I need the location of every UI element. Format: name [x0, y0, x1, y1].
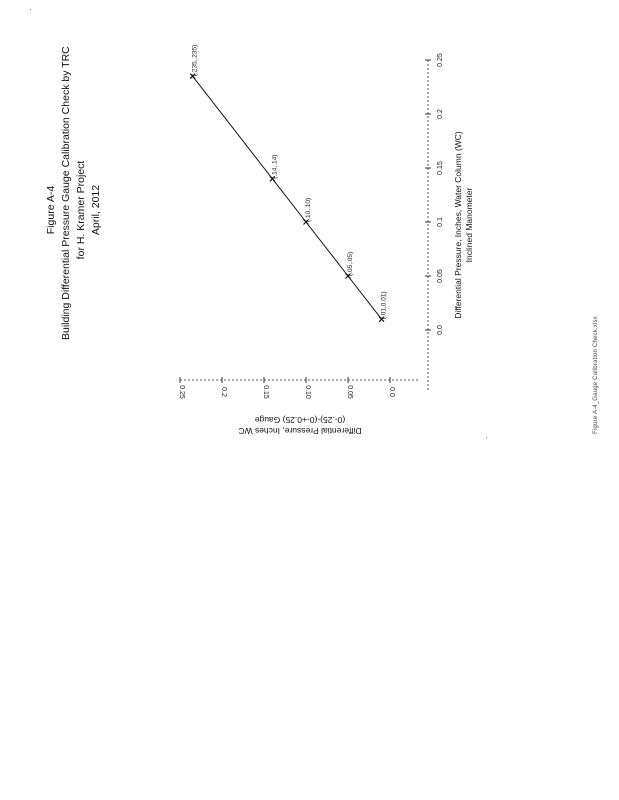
- y-tick-label: 0.2: [220, 387, 227, 397]
- x-tick-label: 0.0: [437, 325, 444, 335]
- y-axis-subtitle: (0-.25)-(0-+0.25) Gauge: [254, 415, 346, 425]
- x-tick-label: 0.25: [437, 53, 444, 67]
- file-footer-note: Figure A-4_Gauge Calibration Check.xlsx: [593, 316, 599, 434]
- data-point-label: (.10,.10): [305, 197, 312, 222]
- x-tick-label: 0.15: [437, 161, 444, 175]
- series-layer: [190, 45, 388, 322]
- figure-date: April, 2012: [90, 184, 102, 236]
- x-tick-label: 0.1: [437, 217, 444, 227]
- y-tick-label: 0.25: [178, 385, 185, 399]
- data-point-label: (.05,.05): [347, 251, 354, 276]
- scan-speck: [30, 9, 31, 10]
- data-point-label: (.235,.235): [191, 44, 199, 77]
- y-tick-label: 0.05: [346, 385, 353, 399]
- data-point-label: (.14,.14): [271, 154, 279, 179]
- figure-project: for H. Kramer Project: [75, 160, 87, 260]
- y-tick-label: 0.0: [388, 387, 395, 397]
- figure-subtitle: Building Differential Pressure Gauge Calibration Check by TRC: [60, 46, 72, 340]
- data-point-label: (.01,0.01): [380, 291, 388, 320]
- chart-ticks: [178, 53, 444, 399]
- chart-axes: [180, 60, 428, 390]
- series-line: [193, 76, 382, 319]
- x-axis-title: Differential Pressure, Inches, Water Column (WC): [453, 131, 463, 319]
- x-tick-label: 0.05: [437, 269, 444, 283]
- y-tick-label: 0.15: [262, 385, 269, 399]
- y-tick-label: 0.10: [304, 385, 311, 399]
- scan-speck: [486, 437, 487, 438]
- figure-title: Figure A-4: [45, 185, 57, 235]
- y-axis-title: Differential Pressure, Inches WC: [238, 426, 362, 436]
- x-tick-label: 0.2: [437, 109, 444, 119]
- x-axis-subtitle: Inclined Manometer: [464, 187, 474, 263]
